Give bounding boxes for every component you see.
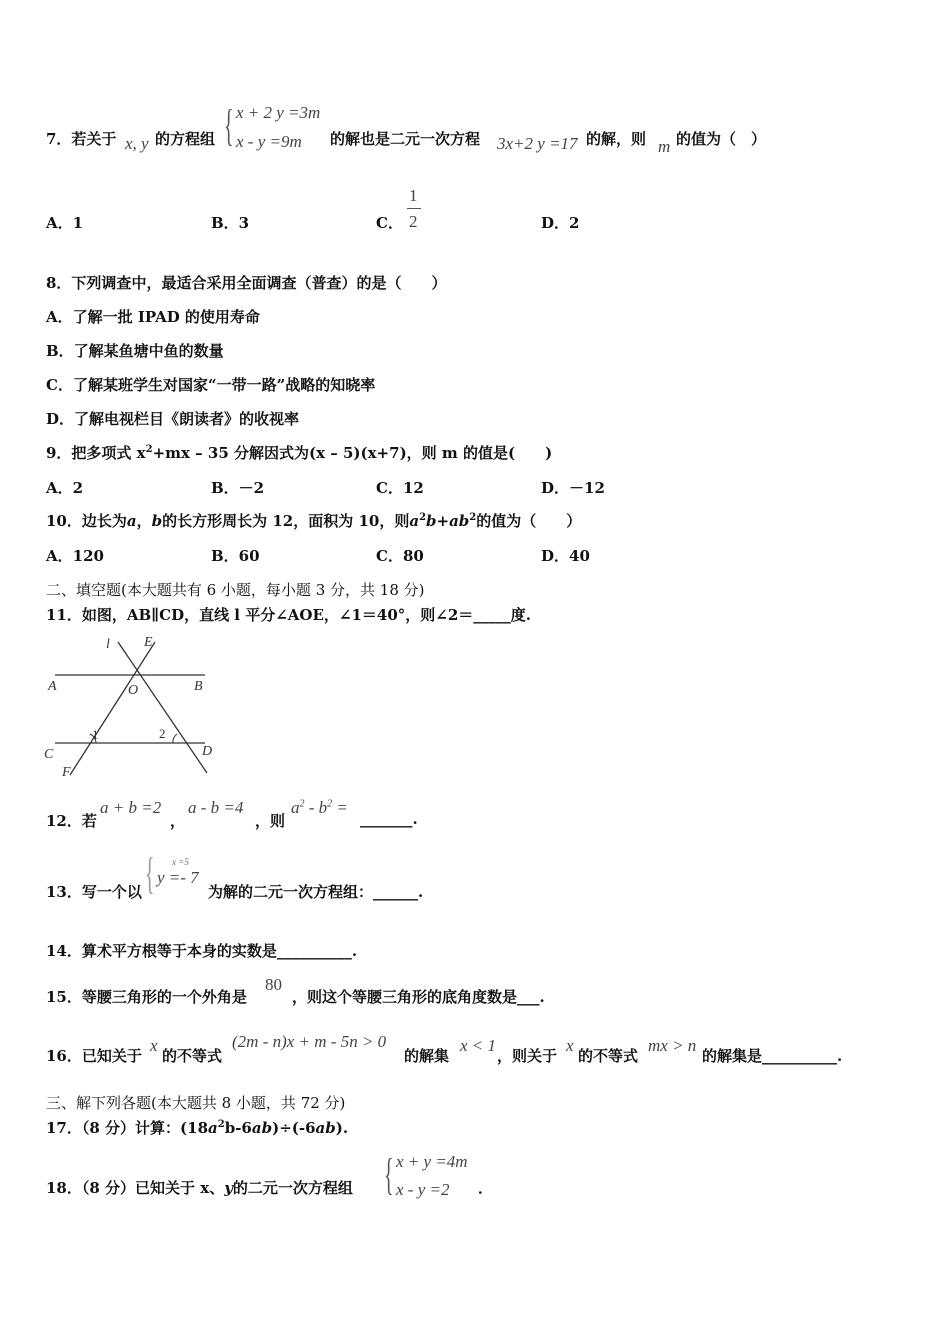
q10-part2: 的长方形周长为 12，面积为 10，则 — [162, 512, 410, 530]
q12-eq2: a - b =4 — [188, 798, 244, 817]
q7-option-d: D．2 — [541, 214, 580, 232]
q7-brace: { — [224, 101, 234, 150]
q10-sup2: 2 — [469, 512, 477, 523]
q7-text5: 的值为（ ） — [676, 130, 767, 148]
q16-text2: 的不等式 — [162, 1047, 223, 1065]
q17-var-ab2: ab — [315, 1119, 336, 1137]
q10-comma: ， — [136, 512, 152, 530]
q18-part1: 18．（8 分）已知关于 x、 — [46, 1179, 225, 1197]
q12-eq3-b: - b — [304, 798, 328, 817]
q10-expr-bab: b+ab — [426, 512, 470, 530]
q16-text6: 的解集是__________. — [702, 1047, 843, 1065]
q11-figure — [40, 630, 230, 780]
q7-eq2: x - y =9m — [236, 132, 302, 151]
q7-eq3: 3x+2 y =17 — [497, 134, 578, 153]
q16-inequality-2: x < 1 — [460, 1036, 497, 1055]
q7-option-c-denominator: 2 — [409, 212, 418, 231]
q7-prefix: 7．若关于 — [46, 130, 117, 148]
q12-eq3-sup2: 2 — [327, 798, 333, 810]
q7-text2: 的方程组 — [155, 130, 216, 148]
q18-part2: 的二元一次方程组 — [232, 1179, 353, 1197]
label-o: O — [128, 683, 139, 698]
label-l: l — [106, 637, 110, 652]
label-e: E — [144, 635, 153, 650]
q8-option-b: B．了解某鱼塘中鱼的数量 — [46, 342, 224, 360]
q8-option-c: C．了解某班学生对国家“一带一路”战略的知晓率 — [46, 376, 376, 394]
q18-brace: { — [384, 1150, 394, 1199]
q7-fraction-bar — [407, 208, 421, 209]
q18-eq1: x + y =4m — [396, 1152, 468, 1171]
q16-text5: 的不等式 — [578, 1047, 639, 1065]
q12-eq1: a + b =2 — [100, 798, 162, 817]
q8-stem: 8．下列调查中，最适合采用全面调查（普查）的是（ ） — [46, 274, 447, 292]
q8-option-d: D．了解电视栏目《朗读者》的收视率 — [46, 410, 300, 428]
q13-prefix: 13．写一个以 — [46, 883, 142, 901]
q12-then: ，则 — [255, 812, 286, 830]
q18-var-y: y — [224, 1179, 233, 1197]
label-b: B — [194, 679, 203, 694]
q10-option-c: C．80 — [376, 547, 424, 565]
q12-eq3-sup1: 2 — [299, 798, 305, 810]
section-2-heading: 二、填空题(本大题共有 6 小题，每小题 3 分，共 18 分) — [46, 581, 425, 599]
q13-rest: 为解的二元一次方程组：______. — [208, 883, 424, 901]
q17-var-a: a — [208, 1119, 218, 1137]
q12-comma: ， — [170, 812, 186, 830]
q17-sup: 2 — [217, 1119, 225, 1130]
q17-part4: ). — [335, 1119, 349, 1137]
q18-eq2: x - y =2 — [396, 1180, 450, 1199]
q15-value: 80 — [265, 975, 282, 994]
q7-vars: x, y — [125, 134, 149, 153]
q9-stem-part1: 9．把多项式 x — [46, 444, 146, 462]
q9-stem-part2: +mx – 35 分解因式为(x – 5)(x+7)，则 m 的值是( ) — [152, 444, 553, 462]
q12-blank: _______. — [360, 810, 418, 828]
q10-option-b: B．60 — [211, 547, 260, 565]
q12-prefix: 12．若 — [46, 812, 97, 830]
q10-option-d: D．40 — [541, 547, 590, 565]
label-f: F — [62, 765, 71, 780]
q10-var-a: a — [126, 512, 137, 530]
q7-option-c-numerator: 1 — [409, 186, 418, 205]
q17-part1: 17．（8 分）计算：(18 — [46, 1119, 209, 1137]
q13-eq: y =- 7 — [157, 868, 199, 887]
q12-eq3 — [291, 798, 348, 818]
q16-inequality-3: mx > n — [648, 1036, 697, 1055]
q7-m: m — [658, 137, 671, 156]
section-3-heading: 三、解下列各题(本大题共 8 小题，共 72 分) — [46, 1094, 346, 1112]
q7-eq1: x + 2 y =3m — [236, 103, 321, 122]
q10-stem — [46, 510, 581, 531]
q9-option-b: B．－2 — [211, 479, 265, 497]
line-ef — [70, 642, 155, 775]
q9-superscript: 2 — [145, 444, 153, 455]
q16-inequality-1: (2m - n)x + m - 5n > 0 — [232, 1032, 387, 1051]
q11-stem: 11．如图，AB∥CD，直线 l 平分∠AOE，∠1＝40°，则∠2＝_____度. — [46, 606, 532, 624]
q12-eq3-a: a — [291, 798, 300, 817]
q8-option-a: A．了解一批 IPAD 的使用寿命 — [46, 308, 260, 326]
label-a: A — [48, 679, 57, 694]
label-angle-2: 2 — [159, 726, 166, 741]
q18-end: ． — [478, 1179, 494, 1197]
q10-part1: 10．边长为 — [46, 512, 127, 530]
q16-x2: x — [566, 1036, 574, 1055]
q10-option-a: A．120 — [46, 547, 104, 565]
q16-text4: ，则关于 — [497, 1047, 558, 1065]
q12-eq3-eq: = — [332, 798, 348, 817]
q7-text3: 的解也是二元一次方程 — [330, 130, 481, 148]
label-d: D — [202, 744, 213, 759]
q13-brace: { — [145, 849, 155, 898]
q9-option-c: C．12 — [376, 479, 424, 497]
q10-sup1: 2 — [419, 512, 427, 523]
q9-stem — [46, 442, 552, 463]
q15-rest: ，则这个等腰三角形的底角度数是___. — [292, 988, 545, 1006]
q7-option-c: C． — [376, 214, 403, 232]
q17-part2: b-6 — [224, 1119, 252, 1137]
q7-text4: 的解，则 — [586, 130, 647, 148]
q13-small-eq: x =5 — [172, 857, 189, 867]
question-14: 14．算术平方根等于本身的实数是__________. — [46, 942, 358, 960]
line-l — [118, 642, 207, 773]
q9-option-d: D．－12 — [541, 479, 605, 497]
question-17 — [46, 1117, 348, 1138]
q7-option-a: A．1 — [46, 214, 84, 232]
label-c: C — [44, 747, 54, 762]
q10-var-b: b — [151, 512, 163, 530]
label-angle-1: 1 — [92, 727, 99, 742]
q16-text3: 的解集 — [404, 1047, 450, 1065]
q17-part3: )÷(-6 — [272, 1119, 316, 1137]
angle-2-arc — [173, 734, 177, 743]
q10-part3: 的值为（ ） — [476, 512, 582, 530]
q16-x1: x — [150, 1036, 158, 1055]
q15-prefix: 15．等腰三角形的一个外角是 — [46, 988, 247, 1006]
q9-option-a: A．2 — [46, 479, 84, 497]
q7-option-b: B．3 — [211, 214, 250, 232]
q10-expr-a: a — [409, 512, 420, 530]
q17-var-ab1: ab — [251, 1119, 273, 1137]
q18-prefix — [46, 1177, 353, 1198]
q16-prefix: 16．已知关于 — [46, 1047, 142, 1065]
